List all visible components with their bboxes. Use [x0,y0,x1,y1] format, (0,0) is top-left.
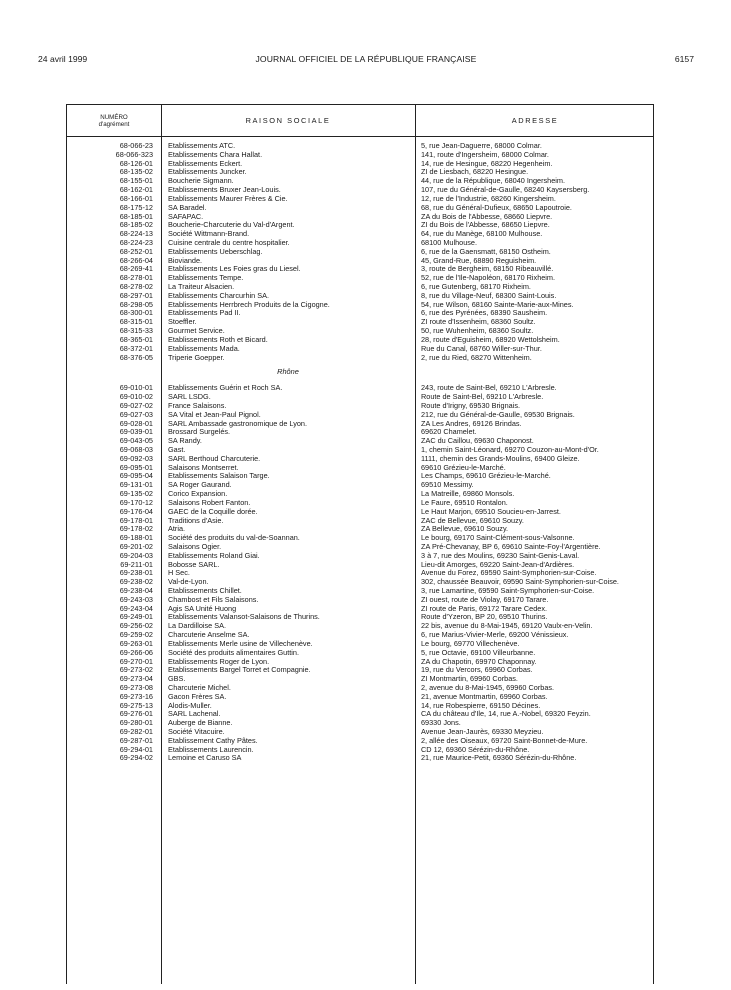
company-name: Chambost et Fils Salaisons. [168,595,259,604]
approval-number: 68-066-323 [115,149,153,159]
approval-number: 68-155-01 [119,176,153,186]
company-name: Bobosse SARL. [168,560,220,569]
approval-number: 69-211-01 [120,559,153,569]
company-name: Etablissements Mada. [168,344,240,353]
company-address: ZA Bellevue, 69610 Souzy. [421,525,509,534]
company-address: 8, rue du Village-Neuf, 68300 Saint-Louis. [421,291,557,300]
table-row [67,257,655,266]
table-row [67,525,655,534]
table-row [67,675,655,684]
table-row [67,578,655,587]
company-name: Charcuterie Anselme SA. [168,631,250,640]
company-address: Le bourg, 69170 Saint-Clément-sous-Valsonne. [421,534,575,543]
table-row [67,464,655,473]
approval-number: 69-273-16 [119,691,153,701]
approval-number: 69-028-01 [119,418,153,428]
company-name: Alodis-Muller. [168,701,212,710]
company-name: SARL LSDG. [168,393,211,402]
approval-number: 68-315-01 [119,317,153,327]
table-row [67,746,655,755]
company-name: Gourmet Service. [168,327,225,336]
company-name: H Sec. [168,569,190,578]
approval-number: 68-175-12 [119,202,153,212]
approval-number: 69-010-01 [119,383,153,393]
table-row [67,719,655,728]
company-name: Etablissements Laurencin. [168,745,254,754]
company-address: ZI de Liesbach, 68220 Hesingue. [421,168,529,177]
table-row [67,649,655,658]
company-address: 45, Grand-Rue, 68890 Reguisheim. [421,256,537,265]
company-address: Route de Saint-Bel, 69210 L'Arbresle. [421,393,544,402]
company-name: Etablissements Chillet. [168,587,242,595]
approval-number: 69-201-02 [119,541,153,551]
company-name: Etablissements Les Foies gras du Liesel. [168,265,301,274]
company-address: 1, chemin Saint-Léonard, 69270 Couzon-au-Mont-d'Or. [421,446,599,454]
company-address: CA du château d'Ile, 14, rue A.-Nobel, 69320 Feyzin. [421,710,591,719]
company-name: Bioviande. [168,256,203,265]
company-address: 6, rue Gutenberg, 68170 Rixheim. [421,283,531,291]
table-row [67,283,655,292]
company-name: SAFAPAC. [168,212,204,221]
company-name: Atria. [168,525,186,534]
table-row [67,684,655,693]
table-row [67,230,655,239]
company-name: Etablissements Herrbrech Produits de la Cigogne. [168,300,330,309]
table-row [67,301,655,310]
company-name: Auberge de Bianne. [168,719,233,728]
company-name: Etablissements Salaison Targe. [168,472,270,481]
approval-number: 69-027-02 [119,400,153,410]
table-row [67,221,655,230]
approval-number: 69-280-01 [119,718,153,728]
table-row [67,517,655,526]
company-name: Société des produits du val-de-Soannan. [168,534,300,543]
approval-number: 68-278-02 [119,282,153,291]
table-row [67,168,655,177]
approval-number: 69-263-01 [119,638,153,648]
table-row [67,728,655,737]
company-address: 22 bis, avenue du 8-Mai-1945, 69120 Vaulx-en-Velin. [421,622,593,631]
company-address: 2, avenue du 8-Mai-1945, 69960 Corbas. [421,683,555,692]
table-row [67,428,655,437]
approval-number: 68-126-01 [119,158,153,168]
table-row [67,702,655,711]
approval-number: 69-135-02 [119,489,153,499]
approval-number: 69-095-01 [119,462,153,472]
table-row [67,613,655,622]
company-address: Le Faure, 69510 Rontalon. [421,498,508,507]
approval-number: 69-131-01 [119,480,153,490]
page-header [38,54,694,68]
company-address: 68100 Mulhouse. [421,238,477,247]
company-address: 3, route de Bergheim, 68150 Ribeauvillé. [421,265,554,274]
company-name: SA Vital et Jean-Paul Pignol. [168,410,261,419]
company-address: 44, rue de la République, 68040 Ingersheim. [421,177,566,186]
table-row [67,384,655,393]
company-name: Agis SA Unité Huong [168,604,237,613]
table-row [67,318,655,327]
company-address: ZI route de Paris, 69172 Tarare Cedex. [421,604,548,613]
approval-number: 69-178-01 [119,515,153,525]
company-name: Etablissements Chara Hallat. [168,150,263,159]
company-address: 6, rue des Pyrénées, 68390 Sausheim. [421,309,548,318]
table-row [67,508,655,517]
company-name: Etablissements Merle usine de Villechenève. [168,639,313,648]
company-name: Etablissements Bruxer Jean-Louis. [168,186,281,195]
approval-number: 69-238-01 [119,568,153,578]
approval-number: 69-238-04 [119,586,153,595]
company-address: 54, rue Wilson, 68160 Sainte-Marie-aux-Mines. [421,300,574,309]
company-address: 28, route d'Eguisheim, 68920 Wettolsheim. [421,335,560,344]
company-address: Avenue Jean-Jaurès, 69330 Meyzieu. [421,728,544,736]
table-row [67,472,655,481]
approval-number: 68-315-33 [119,326,153,336]
company-address: 212, rue du Général-de-Gaulle, 69530 Brignais. [421,410,575,419]
company-address: Route d'Yzeron, BP 20, 69510 Thurins. [421,613,548,622]
company-address: 243, route de Saint-Bel, 69210 L'Arbresle. [421,384,557,393]
approval-number: 69-294-02 [119,753,153,763]
table-row [67,239,655,248]
company-address: 69510 Messimy. [421,481,474,490]
company-name: La Dardilloise SA. [168,622,226,631]
table-row [67,499,655,508]
company-name: Salaisons Robert Fanton. [168,498,251,507]
table-row [67,195,655,204]
table-row [67,402,655,411]
company-name: Brossard Surgelés. [168,428,231,437]
approval-number: 69-266-06 [119,647,153,657]
company-name: Etablissements Tempe. [168,274,244,283]
table-row [67,327,655,336]
company-address: 5, rue Octavie, 69100 Villeurbanne. [421,648,536,657]
header-divider [67,136,653,137]
approval-number: 69-238-02 [119,577,153,587]
company-address: 52, rue de l'Ile-Napoléon, 68170 Rixheim. [421,274,556,283]
approval-number: 68-185-01 [119,211,153,221]
company-address: 2, rue du Ried, 68270 Wittenheim. [421,353,532,362]
company-address: 50, rue Wuhenheim, 68360 Soultz. [421,327,534,336]
company-address: 6, rue Marius-Vivier-Merle, 69200 Vénissieux. [421,631,569,640]
table-row [67,292,655,301]
company-name: Etablissements Valansot-Salaisons de Thurins. [168,613,320,622]
approval-number: 69-039-01 [119,427,153,437]
company-address: ZA Pré-Chevanay, BP 6, 69610 Sainte-Foy-l'Argentière. [421,542,601,551]
company-address: Route d'Irigny, 69530 Brignais. [421,401,521,410]
table-row [67,177,655,186]
approval-number: 69-273-08 [119,682,153,692]
company-name: Gacon Frères SA. [168,692,227,701]
approval-number: 69-095-04 [119,471,153,481]
column-header-numero-line1: NUMÉRO [100,113,128,121]
page-number: 6157 [674,54,694,64]
company-address: La Matreille, 69860 Monsols. [421,490,515,499]
approval-number: 68-135-02 [119,167,153,177]
approval-number: 68-372-01 [119,343,153,353]
table-row [67,737,655,746]
approval-number: 69-027-03 [119,409,153,419]
column-header-raison-sociale: RAISON SOCIALE [245,116,331,125]
company-address: 14, rue de Hesingue, 68220 Hegenheim. [421,159,553,168]
approval-number: 68-162-01 [119,185,153,195]
company-name: La Traiteur Alsacien. [168,283,235,291]
table-row [67,274,655,283]
company-name: SARL Lachenal. [168,710,221,719]
company-name: Etablissements Roger de Lyon. [168,657,270,666]
table-row [67,605,655,614]
company-address: 2, allée des Oiseaux, 69720 Saint-Bonnet-de-Mure. [421,736,588,745]
approval-number: 69-068-03 [119,445,153,454]
table-row [67,142,655,151]
approval-number: 68-297-01 [119,290,153,300]
table-row [67,481,655,490]
column-header-numero-line2: d'agrément [98,120,130,128]
company-name: GAEC de la Coquille dorée. [168,507,258,516]
company-address: 6, rue de la Gaensmatt, 68150 Ostheim. [421,247,551,256]
company-name: SA Roger Gaurand. [168,481,232,490]
company-address: 1111, chemin des Grands-Moulins, 69400 Gleize. [421,454,580,463]
table-row [67,658,655,667]
company-address: 14, rue Robespierre, 69150 Décines. [421,701,541,710]
company-address: Avenue du Forez, 69590 Saint-Symphorien-sur-Coise. [421,569,597,578]
table-row [67,354,655,363]
company-address: ZA du Bois de l'Abbesse, 68660 Liepvre. [421,212,553,221]
approval-table [66,104,654,984]
company-name: Stoeffler. [168,318,197,327]
approval-number: 69-010-02 [119,392,153,402]
approval-number: 68-269-41 [119,264,153,274]
approval-number: 69-176-04 [119,506,153,516]
company-address: ZA Les Andres, 69126 Brindas. [421,419,522,428]
approval-number: 69-273-04 [119,674,153,684]
approval-number: 69-188-01 [119,533,153,543]
approval-number: 69-204-03 [119,550,153,560]
journal-title: JOURNAL OFFICIEL DE LA RÉPUBLIQUE FRANÇAISE [255,54,477,64]
company-address: Lieu-dit Amorges, 69220 Saint-Jean-d'Ardières. [421,560,575,569]
table-row [67,420,655,429]
approval-number: 68-185-02 [119,220,153,230]
company-address: ZI du Bois de l'Abbesse, 68650 Liepvre. [421,221,550,230]
table-row [67,336,655,345]
company-name: SARL Berthoud Charcuterie. [168,454,261,463]
company-address: 3, rue Lamartine, 69590 Saint-Symphorien-sur-Coise. [421,587,595,595]
company-address: ZAC de Bellevue, 69610 Souzy. [421,516,524,525]
company-name: Etablissement Cathy Pâtes. [168,736,258,745]
approval-number: 68-066-23 [119,141,153,150]
company-name: Société des produits alimentaires Guttin. [168,648,300,657]
table-row [67,640,655,649]
company-name: Corico Expansion. [168,490,228,499]
company-address: Rue du Canal, 68760 Willer-sur-Thur. [421,344,542,353]
company-name: SARL Ambassade gastronomique de Lyon. [168,419,307,428]
table-row [67,248,655,257]
company-name: Boucherie Sigmann. [168,177,234,186]
company-address: 107, rue du Général-de-Gaulle, 68240 Kaysersberg. [421,186,590,195]
section-heading-label: Rhône [277,367,299,377]
company-address: 69610 Grézieu-le-Marché. [421,463,506,472]
company-name: Gast. [168,446,186,454]
approval-number: 68-224-13 [119,229,153,239]
company-name: Etablissements Eckert. [168,159,243,168]
approval-number: 68-278-01 [119,273,153,283]
company-name: SA Baradel. [168,203,207,212]
company-address: ZA du Chapotin, 69970 Chaponnay. [421,657,537,666]
company-address: 64, rue du Manège, 68100 Mulhouse. [421,230,543,239]
approval-number: 68-224-23 [119,237,153,247]
company-address: ZI route d'Issenheim, 68360 Soultz. [421,318,536,327]
table-row [67,204,655,213]
table-row [67,561,655,570]
approval-number: 69-043-05 [119,436,153,446]
company-address: ZAC du Caillou, 69630 Chaponost. [421,437,534,446]
company-name: Salaisons Ogier. [168,542,222,551]
company-name: Etablissements Guérin et Roch SA. [168,384,283,393]
table-row [67,446,655,455]
company-address: 69620 Chamelet. [421,428,477,437]
approval-number: 69-170-12 [119,497,153,507]
table-row [67,490,655,499]
company-name: Triperie Goepper. [168,353,225,362]
table-row [67,622,655,631]
company-address: 21, rue Maurice-Petit, 69360 Sérézin-du-Rhône. [421,754,577,763]
approval-number: 68-166-01 [119,193,153,203]
company-address: ZI Montmartin, 69960 Corbas. [421,675,518,684]
company-address: Les Champs, 69610 Grézieu-le-Marché. [421,472,551,481]
company-address: Le bourg, 69770 Villechenève. [421,639,520,648]
company-address: 12, rue de l'Industrie, 68260 Kingersheim. [421,194,556,203]
table-row [67,587,655,596]
table-row [67,754,655,763]
table-row [67,596,655,605]
approval-number: 69-273-02 [119,665,153,675]
approval-number: 68-300-01 [119,308,153,318]
table-body [67,142,655,763]
company-name: Lemoine et Caruso SA [168,754,242,763]
table-row [67,393,655,402]
approval-number: 68-298-05 [119,299,153,309]
company-name: Boucherie-Charcuterie du Val-d'Argent. [168,221,295,230]
company-address: 21, avenue Montmartin, 69960 Corbas. [421,692,548,701]
approval-number: 68-266-04 [119,255,153,265]
table-row [67,265,655,274]
company-name: Cuisine centrale du centre hospitalier. [168,238,290,247]
approval-number: 69-243-03 [119,594,153,604]
section-heading-rhone [67,362,655,384]
company-name: Traditions d'Asie. [168,516,224,525]
table-row [67,160,655,169]
company-name: Etablissements Pad II. [168,309,241,318]
table-row [67,534,655,543]
company-address: 69330 Jons. [421,719,461,728]
company-name: Etablissements Juncker. [168,168,247,177]
table-row [67,569,655,578]
column-header-numero [67,105,161,136]
table-row [67,213,655,222]
table-row [67,455,655,464]
column-header-adresse: ADRESSE [511,116,559,125]
company-name: Société Vitacuire. [168,728,225,736]
approval-number: 68-376-05 [119,352,153,362]
company-name: France Salaisons. [168,401,227,410]
company-address: 141, route d'Ingersheim, 68000 Colmar. [421,150,549,159]
company-address: Le Haut Marjon, 69510 Soucieu-en-Jarrest. [421,507,561,516]
table-row [67,543,655,552]
table-row [67,552,655,561]
table-row [67,186,655,195]
company-name: Etablissements ATC. [168,142,236,150]
table-row [67,631,655,640]
approval-number: 69-259-02 [119,630,153,640]
company-name: Val-de-Lyon. [168,578,209,587]
company-address: ZI ouest, route de Violay, 69170 Tarare. [421,595,549,604]
approval-number: 69-092-03 [119,453,153,463]
company-name: Société Wittmann-Brand. [168,230,250,239]
company-name: Etablissements Roth et Bicard. [168,335,268,344]
company-address: 68, rue du Général-Dufieux, 68650 Lapoutroie. [421,203,572,212]
approval-number: 69-243-04 [119,603,153,613]
table-row [67,151,655,160]
company-name: Etablissements Roland Giai. [168,551,260,560]
company-name: Etablissements Charcurhin SA. [168,291,269,300]
company-name: GBS. [168,675,186,684]
approval-number: 68-365-01 [119,334,153,344]
approval-number: 69-256-02 [119,621,153,631]
company-address: CD 12, 69360 Sérézin-du-Rhône. [421,745,530,754]
company-name: Charcuterie Michel. [168,683,231,692]
table-row [67,710,655,719]
company-address: 5, rue Jean-Daguerre, 68000 Colmar. [421,142,542,150]
approval-number: 69-275-13 [119,700,153,710]
company-address: 3 à 7, rue des Moulins, 69230 Saint-Genis-Laval. [421,551,580,560]
approval-number: 69-294-01 [119,744,153,754]
approval-number: 69-282-01 [119,727,153,736]
company-name: Etablissements Bargel Torret et Compagnie. [168,666,311,675]
company-name: SA Randy. [168,437,202,446]
company-address: 302, chaussée Beauvoir, 69590 Saint-Symphorien-sur-Coise. [421,578,619,587]
approval-number: 68-252-01 [119,246,153,256]
company-name: Etablissements Maurer Frères & Cie. [168,194,288,203]
table-row [67,666,655,675]
approval-number: 69-287-01 [119,735,153,745]
approval-number: 69-276-01 [119,709,153,719]
table-row [67,411,655,420]
table-row [67,437,655,446]
approval-number: 69-249-01 [119,612,153,622]
company-name: Salaisons Montserret. [168,463,239,472]
company-address: 19, rue du Vercors, 69960 Corbas. [421,666,533,675]
table-row [67,693,655,702]
approval-number: 69-270-01 [119,656,153,666]
company-name: Etablissements Ueberschlag. [168,247,263,256]
approval-number: 69-178-02 [119,524,153,534]
table-row [67,345,655,354]
publication-date: 24 avril 1999 [38,54,88,64]
table-row [67,309,655,318]
